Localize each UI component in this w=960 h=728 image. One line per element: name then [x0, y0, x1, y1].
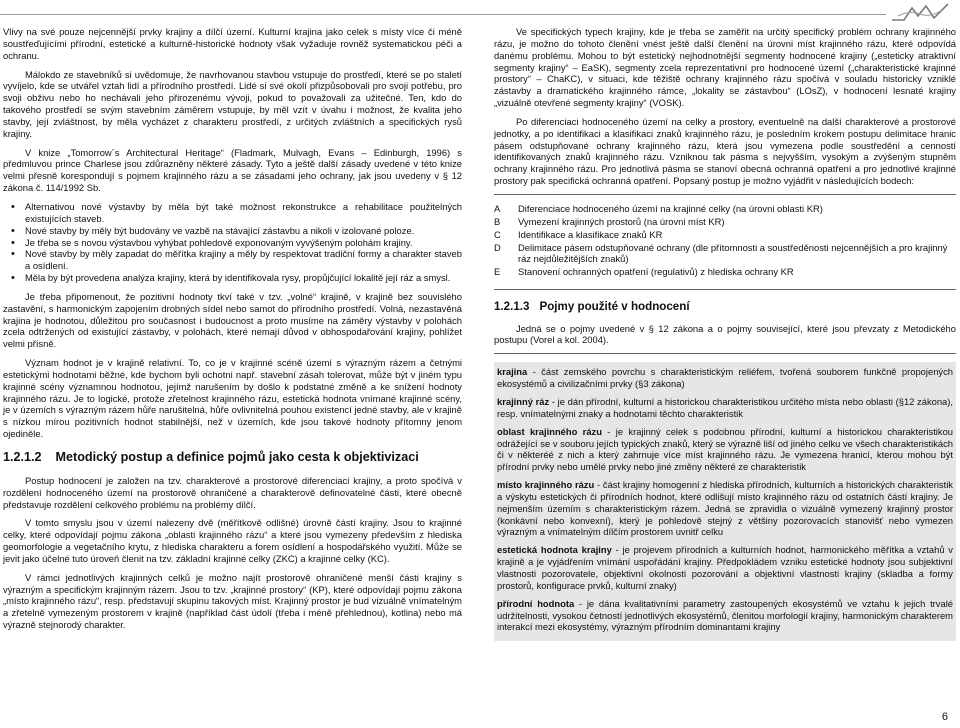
list-item	[494, 242, 956, 266]
step-text: Delimitace pásem odstupňované ochrany (dle přítomnosti a soustředěnosti nejcennějších a pro krajinný ráz nejdůležitějších znaků)	[518, 241, 948, 265]
list-item	[494, 203, 956, 215]
divider	[494, 353, 956, 354]
paragraph: Ve specifických typech krajiny, kde je třeba se zaměřit na určitý specifický problém ochrany krajinného rázu, je možno do tohoto členění vnést ještě další členění na úrovni míst krajinného rázu, které odpovídá danému problému. Mohou to být estetický nejhodnotnější segmenty hodnocené krajiny („esteticky atraktivní segmenty krajiny“ – EaSK), segmenty zcela reprezentativní pro hodnocené území („charakteristické krajinné prostory“ – ChaKC), v situaci, kde těžiště ochrany krajinného rázu spočívá v souladu historicky vzniklé zástavby a dramatického krajinného rámce, „lokality se zástavbou“ (LOsZ), v hodnocení lesnaté krajiny „vizuálně otevřené segmenty krajiny“ (VOSK).	[494, 26, 956, 109]
section-number: 1.2.1.3	[494, 300, 530, 314]
step-text: Diferenciace hodnoceného území na krajinné celky (na úrovni oblasti KR)	[518, 202, 823, 214]
list-item	[494, 216, 956, 228]
glossary-term: krajinný ráz	[497, 396, 550, 407]
paragraph: Málokdo ze stavebníků si uvědomuje, že navrhovanou stavbou vstupuje do prostředí, které se po staletí vyvíjelo, kde se utvářel vztah lidí a přírodního prostředí. Lidé si své okolí přizpůsobovali pro svoji potřebu, pro svoji obživu nebo ho nechávali jeho přirozenému vývoji, pokud to považovali za užitečné. Ten, kdo do takového prostředí se svým stavebním záměrem vstupuje, by měl vzít v úvahu i možnost, že kvalita jeho stavby, její zvláštnost, by měla vycházet z charakteru prostředí, z určitých zvláštních a specifických rysů krajiny.	[3, 68, 462, 139]
intro-paragraph: Vlivy na své pouze nejcennější prvky krajiny a dílčí území. Kulturní krajina jako celek s místy více či méně soustřeďujícími přírodní, estetické a kulturně-historické hodnoty však vyžaduje rovněž systematickou péči a ochranu.	[3, 26, 462, 61]
publisher-logo-icon	[890, 2, 950, 22]
step-letter: B	[494, 215, 501, 227]
glossary-term: oblast krajinného rázu	[497, 425, 602, 437]
glossary-entry	[497, 366, 953, 390]
glossary-box	[494, 362, 956, 641]
section-number: 1.2.1.2	[3, 450, 42, 464]
divider	[494, 289, 956, 290]
paragraph: Po diferenciaci hodnoceného území na celky a prostory, eventuelně na další charakterové a prostorové jednotky, a po identifikaci a klasifikaci znaků krajinného rázu, je posledním krokem postupu delimitace hranic pásem odstupňované ochrany krajinného rázu, která jsou vymezena podle soustředění a cenností identifikovaných znaků krajinného rázu. Vzniknou tak pásma s nejvyšším, vysokým a zvýšeným stupněm ochrany krajinného rázu. Pro jednotlivá pásma se stanoví obecná ochranná opatření a pro jednotlivé krajinné prostory pak specifická ochranná opatření. Popsaný postup je možno vyjádřit v následujících bodech:	[494, 115, 956, 187]
paragraph: V tomto smyslu jsou v území nalezeny dvě (měřítkově odlišné) úrovně částí krajiny. Jsou to krajinné celky, které odpovídají pojmu zákona „oblasti krajinného rázu“ a které jsou vymezeny především z hlediska geomorfologie a vegetačního krytu, z hlediska charakteru a forem osídlení a hospodářského využití. Může se jevit jako účelné tuto úroveň členit na tzv. základní krajinné celky (ZKC) a krajinné celky (KC).	[3, 517, 462, 564]
section-heading	[494, 300, 956, 315]
section-title: Metodický postup a definice pojmů jako cesta k objektivizaci	[55, 450, 419, 464]
paragraph: Je třeba připomenout, že pozitivní hodnoty tkví také v tzv. „volné“ krajině, v krajině bez souvislého zastavění, s harmonickým zapojením drobných sídel nebo samot do přírodního prostředí. Volná, nezastavěná krajina je hodnotou, důležitou pro současnost i budoucnost a proto musíme na záměry výstavby v polohách zcela odtržených od existující zástavby, v polohách, které nemají důvod v obhospodařování krajiny, pohlížet velmi přísně.	[3, 290, 462, 350]
list-item: • Nové stavby by měly být budovány ve vazbě na stávající zástavbu a nikoli v izolované poloze.	[25, 225, 462, 237]
principles-list	[3, 201, 462, 284]
header-rule	[0, 14, 886, 15]
glossary-term: přírodní hodnota	[497, 597, 575, 609]
step-text: Identifikace a klasifikace znaků KR	[518, 228, 663, 240]
steps-list	[494, 199, 956, 283]
paragraph: V rámci jednotlivých krajinných celků je možno najít prostorově ohraničené menší části krajiny s výrazným a specifickým krajinným rázem. Jsou to tzv. „krajinné prostory“ (KP), které odpovídají pojmu zákona „místo krajinného rázu“, resp. představují skupinu takových míst. Krajinný prostor je bud vizuálně vnímatelným a zřetelně vymezeným prostorem v krajině (například část údolí (třeba i méně přehlednou), kotlina) nebo má výrazně stejnorodý charakter.	[3, 571, 462, 631]
section-heading	[3, 450, 462, 466]
list-item: • Je třeba se s novou výstavbou vyhýbat pohledově exponovaným vyvýšeným polohám krajiny.	[25, 237, 462, 249]
right-column	[494, 26, 956, 641]
glossary-definition: - je projevem přírodních a kulturních hodnot, harmonického měřítka a vztahů v krajině a je vyjádřením vnímání uspořádání krajiny. Předpokládem vzniku estetické hodnoty jsou subjektivní vlastnosti pozorovatele, objektivní okolnosti pozorování a objektivní vlastnosti krajiny (skladba a formy prostorů, konfigurace prvků, kulturní znaky)	[497, 544, 953, 591]
glossary-definition: - je krajinný celek s podobnou přírodní, kulturní a historickou charakteristikou odrážející se v souboru jejích typických znaků, který se výrazně liší od jiného celku ve všech charakteristikách či v některéé z nich a který zahrnuje více míst krajinného rázu. Je vymezena hranicí, kterou mohou být přírodní prvky nebo umělé prvky nebo jiné změny některé ze charakteristik	[497, 425, 954, 473]
list-item: • Alternativou nové výstavby by měla být také možnost rekonstrukce a rehabilitace použitelných existujících staveb.	[25, 201, 462, 225]
glossary-term: estetická hodnota krajiny	[497, 544, 612, 556]
glossary-definition: - část krajiny homogenní z hlediska přírodních, kulturních a historických charakteristik a výskytu estetických či přírodních hodnot, které odlišují místo krajinného rázu od ostatních částí krajiny. Je nejmenším územím s charakteristickým rázem. Jedná se zpravidla o vizuálně vymezený krajinný prostor (konkávní nebo konvexní), který je pohledově stejný z většiny pozorovacích stanovišť nebo vymezen výrazným a vnímatelným dílčím prostorem uvnitř celku	[497, 479, 953, 538]
glossary-entry	[497, 396, 953, 420]
step-letter: D	[494, 241, 501, 253]
paragraph: Postup hodnocení je založen na tzv. charakterové a prostorové diferenciaci krajiny, a proto spočívá v rozdělení hodnoceného území na prostorově ohraničené a charakterově definovatelné části, které obecně představuje rozdělení celkového problému na problémy dílčí.	[3, 474, 462, 510]
paragraph: V knize „Tomorrow´s Architectural Heritage“ (Fladmark, Mulvagh, Evans – Edinburgh, 1996) s předmluvou prince Charlese jsou zdůrazněny některé zásady. Tyto a ještě další zásady uvedené v této knize velmi přesně korespondují s pojmem krajinného rázu a se zásadami jeho ochrany, jak jsou uvedeny v § 12 zákona č. 114/1992 Sb.	[3, 146, 462, 194]
list-item: • Měla by být provedena analýza krajiny, která by identifikovala rysy, propůjčující lokalitě její ráz a smysl.	[25, 272, 462, 284]
step-text: Stanovení ochranných opatření (regulativů) z hlediska ochrany KR	[518, 266, 794, 278]
list-item	[494, 229, 956, 241]
glossary-definition: - část zemského povrchu s charakteristickým reliéfem, tvořená souborem funkčně propojených ekosystémů a civilizačními prvky (§3 zákona)	[497, 366, 953, 390]
glossary-term: krajina	[497, 366, 528, 378]
step-letter: E	[494, 266, 501, 278]
list-item: • Nové stavby by měly zapadat do měřítka krajiny a měly by respektovat tradiční formy a charakter staveb a osídlení.	[25, 248, 462, 272]
glossary-entry	[497, 544, 953, 591]
glossary-entry	[497, 479, 953, 538]
step-letter: C	[494, 228, 501, 240]
paragraph: Jedná se o pojmy uvedené v § 12 zákona a o pojmy související, které jsou převzaty z Metodického postupu (Vorel a kol. 2004).	[494, 322, 956, 346]
page-number: 6	[941, 711, 948, 724]
glossary-definition: - je dána kvalitativními parametry zastoupených ekosystémů ve vztahu k jejich trvalé udržitelnosti, vysokou četností jednotlivých ekosystémů, členitou morfologií krajiny, harmonickým charakterem interakcí mezi ekosystémy, výrazným přírodním dominantami krajiny	[497, 597, 953, 633]
glossary-term: místo krajinného rázu	[497, 479, 595, 491]
glossary-entry	[497, 426, 953, 473]
glossary-entry	[497, 598, 953, 634]
section-title: Pojmy použité v hodnocení	[539, 300, 690, 314]
list-item	[494, 266, 956, 278]
glossary-definition: - je dán přírodní, kulturní a historickou charakteristikou určitého místa nebo oblasti (§12 zákona), resp. vnímatelnými znaky a hodnotami těchto charakteristik	[497, 396, 954, 419]
left-column	[3, 26, 462, 638]
step-text: Vymezení krajinných prostorů (na úrovni míst KR)	[518, 215, 725, 227]
paragraph: Význam hodnot je v krajině relativní. To, co je v krajinné scéně území s výrazným rázem a četnými estetickými hodnotami běžné, kde bychom byli ochotni např. stavební zásah tolerovat, může být v jiném typu krajinné scény významnou hodnotou, jejímž narušením by došlo k podstatné změně a ke snížení hodnoty krajinného rázu. Je to logické, protože zřetelnost krajinného rázu, estetická hodnota vnímané krajinné scény, je v územích s výrazným rázem hůře narušitelná, hůře ovlivnitelná pouhou existencí jedné stavby, ale v krajině s nízkou mírou pozitivních hodnot stabilnější, než v územích, kde jsou takové hodnoty přítomny jenom ojediněle.	[3, 357, 462, 440]
divider	[494, 194, 956, 195]
step-letter: A	[494, 202, 501, 214]
